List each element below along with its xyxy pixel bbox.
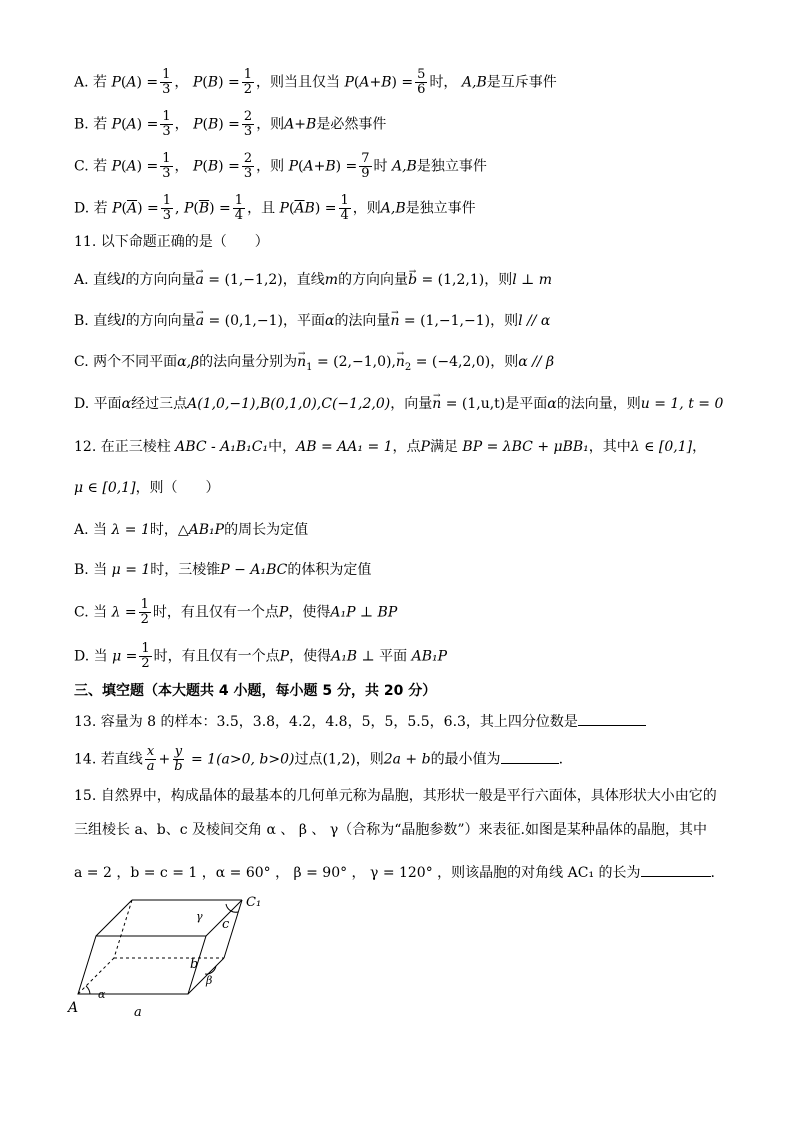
q11-option-a: A. 直线l的方向向量→ a = (1,−1,2)，直线m的方向向量→ b = (1,2,1)，则l ⊥ m [74, 270, 552, 290]
q11-option-c: C. 两个不同平面α,β的法向量分别为→ $n_1 = (2,-1,0),\to n_2 = (-4,2,0)$，则α // β [74, 352, 554, 378]
crystal-cell-figure [66, 890, 286, 1025]
q14: 14. 若直线 $\frac{x}{a}$ + $\frac{y}{b}$ = 1(a>0, b>0)过点(1,2)，则2a + b的最小值为 . [74, 744, 564, 774]
section-heading: 三、填空题（本大题共 4 小题，每小题 5 分，共 20 分） [74, 683, 437, 699]
alpha-arc [86, 986, 90, 994]
label-c: c [222, 917, 230, 932]
q15-line-3: a = 2 ，b = c = 1 ，α = 60° ， β = 90° ， γ = 120° ，则该晶胞的对角线 AC₁ 的长为 . [74, 862, 715, 883]
label-gamma: γ [196, 910, 203, 923]
front-face [78, 936, 206, 994]
q12-option-a: A. 当 λ = 1时，△AB₁P的周长为定值 [74, 522, 309, 538]
q11-option-d: D. 平面α经过三点A(1,0,−1),B(0,1,0),C(−1,2,0)，向量→ n = (1,u,t)是平面α的法向量，则u = 1, t = 0 [74, 394, 723, 414]
q10-option-a: A. 若 P(A) = $\frac{1}{3}$ ， P(B) = $\frac{1}{2}$ ，则当且仅当 P(A+B) = $\frac{5}{6}$ 时， A,B是互斥事件 [74, 67, 557, 97]
q11-option-b: B. 直线l的方向向量→ a = (0,1,−1)，平面α的法向量→ n = (1,−1,−1)，则l // α [74, 311, 550, 331]
q12-stem: 12. 在正三棱柱 ABC - A₁B₁C₁中，AB = AA₁ = 1，点P满足 BP = λBC + μBB₁，其中λ ∈ [0,1]， [74, 439, 707, 455]
label-C1: C₁ [246, 895, 262, 910]
q11-stem: 11. 以下命题正确的是（ ） [74, 234, 269, 250]
answer-blank [578, 711, 646, 726]
q10-option-c: C. 若 P(A) = $\frac{1}{3}$ ， P(B) = $\frac{2}{3}$ ，则 P(A+B) = $\frac{7}{9}$ 时 A,B是独立事件 [74, 151, 487, 181]
label-a: a [134, 1005, 142, 1020]
label-A: A [68, 1000, 79, 1016]
q12-option-c: C. 当 λ = $\frac{1}{2}$ 时，有且仅有一个点P，使得A₁P ⊥ BP [74, 597, 398, 627]
label-b: b [190, 957, 199, 972]
answer-blank [501, 749, 559, 764]
q10-option-d: D. 若 $P(\overline{A})$ = $\frac{1}{3}$ , $P(\overline{B})$ = $\frac{1}{4}$ ，且 $P(\overline{A}B)$ = $\frac{1}{4}$ ，则A,B是独立事件 [74, 193, 476, 223]
label-alpha: α [98, 988, 106, 1001]
q15-line-2: 三组棱长 a、b、c 及棱间交角 α 、 β 、 γ（合称为“晶胞参数”）来表征.如图是某种晶体的晶胞，其中 [74, 822, 707, 838]
q15-line-1: 15. 自然界中，构成晶体的最基本的几何单元称为晶胞，其形状一般是平行六面体，具体形状大小由它的 [74, 788, 717, 804]
q13: 13. 容量为 8 的样本：3.5，3.8，4.2，4.8，5，5，5.5，6.3，其上四分位数是 [74, 711, 646, 732]
label-beta: β [206, 974, 213, 987]
q10-option-b: B. 若 P(A) = $\frac{1}{3}$ ， P(B) = $\frac{2}{3}$ ，则A+B是必然事件 [74, 109, 387, 139]
q12-option-b: B. 当 μ = 1时，三棱锥P − A₁BC的体积为定值 [74, 562, 372, 578]
answer-blank [641, 862, 711, 877]
q12-option-d: D. 当 μ = $\frac{1}{2}$ 时，有且仅有一个点P，使得A₁B ⊥ 平面 AB₁P [74, 641, 448, 671]
q12-stem-cont: μ ∈ [0,1]，则（ ） [74, 480, 220, 496]
